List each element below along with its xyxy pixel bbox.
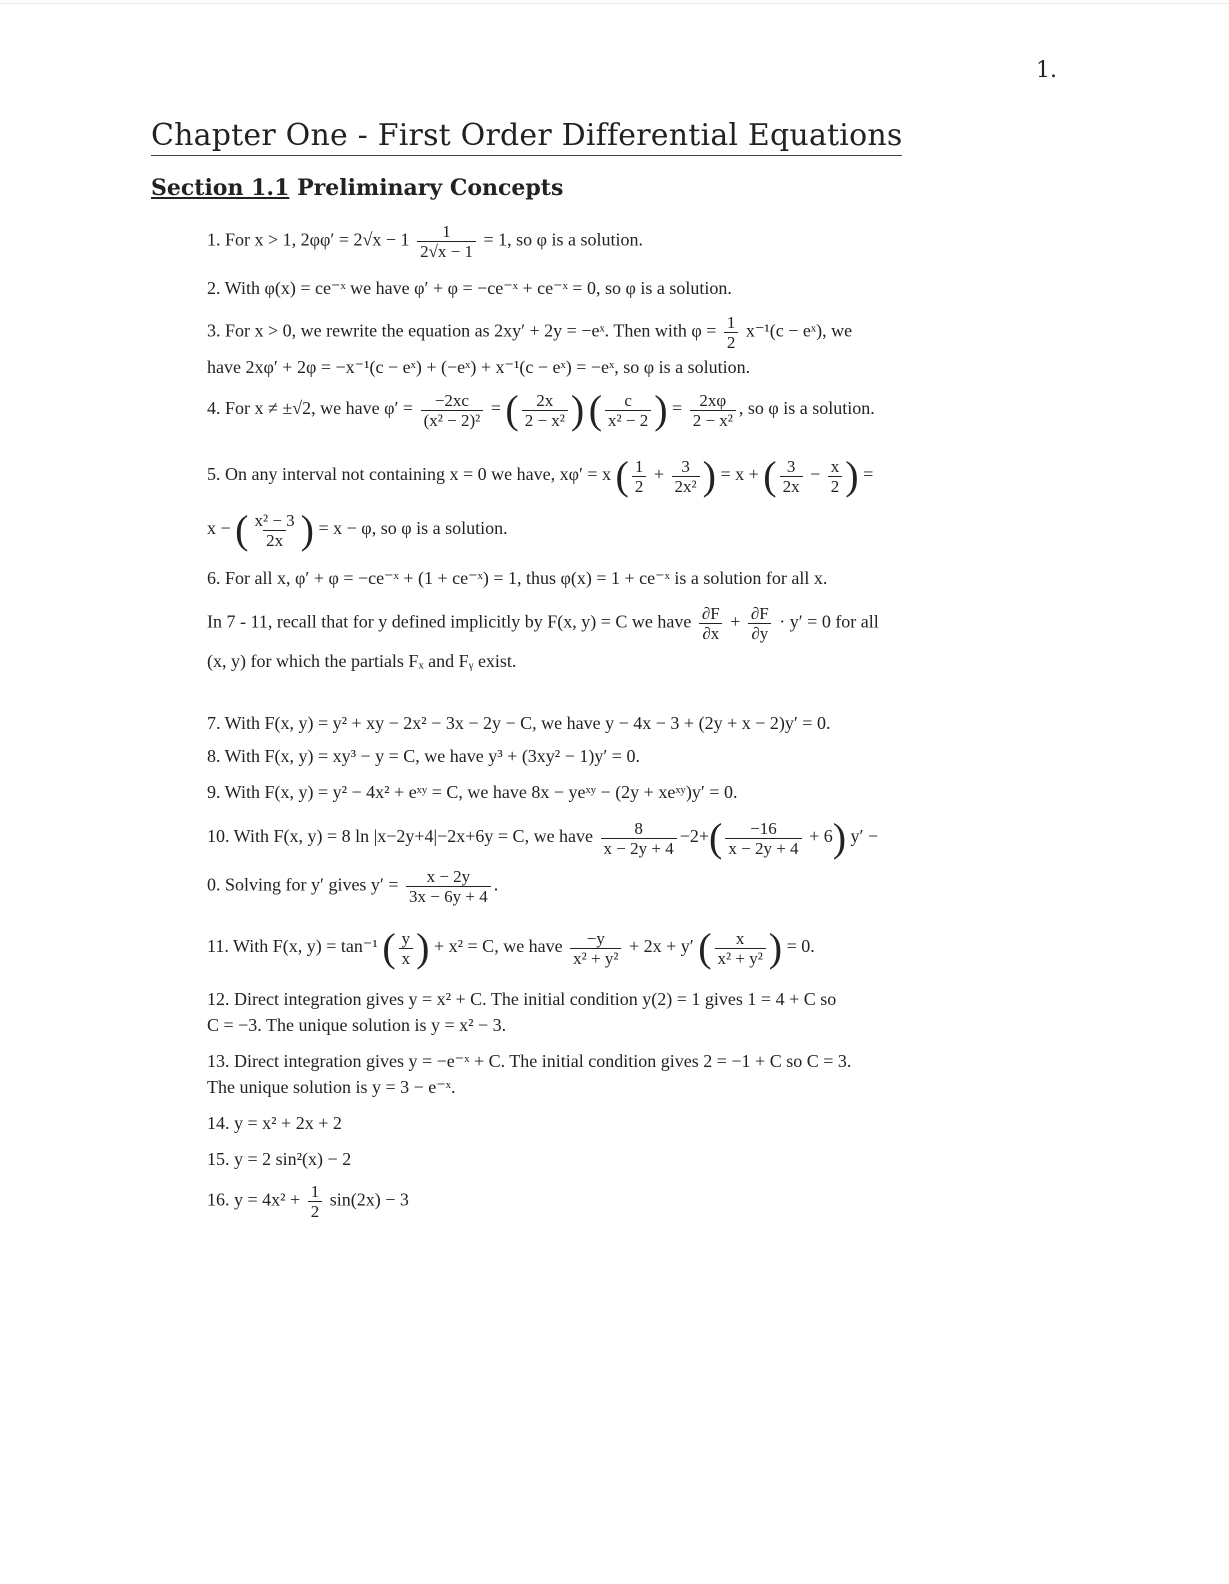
item-4-frac-2 [522,391,568,430]
item-3-fraction [724,313,739,352]
item-5 [207,453,874,498]
item-5-text-a: 5. On any interval not containing x = 0 we have, xφ′ = x [207,464,612,485]
scan-mark [0,3,1229,4]
item-5-frac-3 [780,457,803,496]
frac-num: c [624,390,632,410]
frac-den: x² + y² [715,948,766,968]
item-10-frac-2 [725,819,801,858]
frac-den: x [399,948,414,968]
item-16 [207,1182,409,1221]
chapter-title: Chapter One - First Order Differential Equations [151,118,902,156]
paren-close: ) [832,815,847,860]
frac-num: −2xc [434,390,469,410]
item-1 [207,222,643,261]
frac-den: 2 [724,332,739,352]
item-13-line-2: The unique solution is y = 3 − e⁻ˣ. [207,1077,456,1097]
paren-open: ( [235,507,249,552]
frac-num: x [830,456,840,476]
item-10-text-b: y′ − [850,826,879,847]
paren-close: ) [570,387,585,432]
item-5-plus: + [653,464,665,485]
item-1-text-a: 1. For x > 1, 2φφ′ = 2√x − 1 [207,229,410,250]
item-8: 8. With F(x, y) = xy³ − y = C, we have y³ + (3xy² − 1)y′ = 0. [207,746,640,766]
frac-den: ∂x [699,623,722,643]
item-5-frac-5 [251,511,297,550]
item-16-text-b: sin(2x) − 3 [329,1189,409,1210]
frac-num: y [401,928,411,948]
item-14: 14. y = x² + 2x + 2 [207,1113,342,1133]
paren-close: ) [300,507,314,552]
intro-7-11-line-2: (x, y) for which the partials Fₓ and Fᵧ exist. [207,651,517,671]
section-number: Section 1.1 [151,175,290,201]
item-5-line-2 [207,507,508,552]
paren-close: ) [768,925,783,970]
paren-open: ( [763,453,777,498]
item-10-plus: + 6 [809,826,833,847]
frac-num: ∂F [701,604,720,623]
item-6: 6. For all x, φ′ + φ = −ce⁻ˣ + (1 + ce⁻ˣ) = 1, thus φ(x) = 1 + ce⁻ˣ is a solution for all x. [207,568,828,588]
frac-den: 2x [780,476,803,496]
frac-den: x² + y² [570,948,621,968]
frac-den: (x² − 2)² [421,410,484,430]
page-number: 1. [1036,58,1057,83]
frac-num: ∂F [750,604,769,623]
item-10 [207,815,879,860]
item-3 [207,313,852,352]
frac-den: 2 [828,476,843,496]
frac-den: 2x² [672,476,700,496]
item-5-frac-1 [632,457,647,496]
item-16-text-a: 16. y = 4x² + [207,1189,301,1210]
frac-num: −16 [750,818,777,838]
section-heading [151,175,563,201]
frac-num: 2x [536,390,554,410]
item-2: 2. With φ(x) = ce⁻ˣ we have φ′ + φ = −ce⁻ˣ + ce⁻ˣ = 0, so φ is a solution. [207,278,732,298]
item-12-line-2: C = −3. The unique solution is y = x² − 3. [207,1015,507,1035]
frac-num: 1 [310,1182,320,1201]
paren-open: ( [588,387,603,432]
paren-open: ( [505,387,519,432]
frac-num: x [735,928,745,948]
item-10-end: . [493,874,499,895]
item-11 [207,925,815,970]
item-4-eq-1: = [490,398,501,419]
item-5-frac-4 [828,457,843,496]
item-12: 12. Direct integration gives y = x² + C. The initial condition y(2) = 1 gives 1 = 4 + C so [207,989,837,1009]
section-name: Preliminary Concepts [297,175,564,201]
frac-den: x − 2y + 4 [725,838,801,858]
item-11-frac-3 [715,929,766,968]
item-11-text-c: + 2x + y′ [628,936,694,957]
paren-open: ( [709,815,723,860]
frac-den: ∂y [748,623,771,643]
item-16-fraction [308,1182,323,1221]
frac-num: x² − 3 [254,510,295,530]
item-10-line-2 [207,867,498,906]
paren-close: ) [845,453,859,498]
item-4-frac-3 [605,391,651,430]
intro-frac-1 [699,604,723,643]
item-13: 13. Direct integration gives y = −e⁻ˣ + C. The initial condition gives 2 = −1 + C so C = 3. [207,1051,852,1071]
item-7: 7. With F(x, y) = y² + xy − 2x² − 3x − 2y − C, we have y − 4x − 3 + (2y + x − 2)y′ = 0. [207,713,831,733]
paren-open: ( [698,925,712,970]
paren-open: ( [615,453,629,498]
item-4-eq-2: = [672,398,683,419]
item-4-text-a: 4. For x ≠ ±√2, we have φ′ = [207,398,414,419]
frac-num: 1 [442,222,451,241]
intro-frac-2 [748,604,772,643]
item-10-text-c: 0. Solving for y′ gives y′ = [207,874,399,895]
paren-open: ( [382,925,396,970]
item-10-text-a: 10. With F(x, y) = 8 ln |x−2y+4|−2x+6y = C, we have [207,826,594,847]
intro-text-a: In 7 - 11, recall that for y defined implicitly by F(x, y) = C we have [207,611,692,632]
frac-num: 3 [786,456,796,476]
frac-den: x² − 2 [605,410,651,430]
frac-num: −y [586,928,605,948]
item-3-text-b: x⁻¹(c − eˣ), we [745,320,853,341]
paren-close: ) [702,453,716,498]
item-4-frac-1 [421,391,484,430]
item-10-frac-3 [406,867,491,906]
item-5-text-c: = [863,464,874,485]
item-11-text-b: + x² = C, we have [433,936,563,957]
frac-den: 2 [632,476,647,496]
item-4-frac-4 [690,391,736,430]
frac-den: 2√x − 1 [417,241,476,261]
frac-num: 3 [681,456,690,476]
item-5-text-b: = x + [720,464,759,485]
item-5-frac-2 [672,457,700,496]
item-10-frac-1 [601,819,677,858]
item-5-minus: − [810,464,821,485]
paren-close: ) [416,925,430,970]
paren-close: ) [654,387,668,432]
intro-text-b: · y′ = 0 for all [779,611,879,632]
frac-num: 2xφ [699,390,727,410]
item-11-text-a: 11. With F(x, y) = tan⁻¹ [207,936,378,957]
frac-den: 2x [263,530,286,550]
item-9: 9. With F(x, y) = y² − 4x² + eˣʸ = C, we have 8x − yeˣʸ − (2y + xeˣʸ)y′ = 0. [207,782,738,802]
item-5-text-d-b: = x − φ, so φ is a solution. [318,518,508,539]
item-3-line-2: have 2xφ′ + 2φ = −x⁻¹(c − eˣ) + (−eˣ) + x⁻¹(c − eˣ) = −eˣ, so φ is a solution. [207,357,751,377]
frac-den: 2 − x² [522,410,568,430]
frac-den: x − 2y + 4 [601,838,677,858]
intro-7-11 [207,604,879,643]
item-5-text-d-a: x − [207,518,231,539]
item-1-text-b: = 1, so φ is a solution. [483,229,644,250]
frac-den: 3x − 6y + 4 [406,886,491,906]
intro-plus: + [730,611,741,632]
item-11-frac-1 [399,929,414,968]
frac-num: 1 [726,313,736,332]
item-4 [207,387,875,432]
item-15: 15. y = 2 sin²(x) − 2 [207,1149,352,1169]
frac-num: 1 [634,456,644,476]
item-1-fraction [417,222,476,261]
frac-den: 2 − x² [690,410,736,430]
frac-num: 8 [634,818,643,838]
item-11-frac-2 [570,929,621,968]
frac-den: 2 [308,1201,323,1221]
item-11-end: = 0. [786,936,815,957]
item-4-text-b: , so φ is a solution. [738,398,875,419]
item-10-mid: −2+ [679,826,710,847]
item-3-text-a: 3. For x > 0, we rewrite the equation as 2xy′ + 2y = −eˣ. Then with φ = [207,320,717,341]
frac-num: x − 2y [426,867,471,886]
